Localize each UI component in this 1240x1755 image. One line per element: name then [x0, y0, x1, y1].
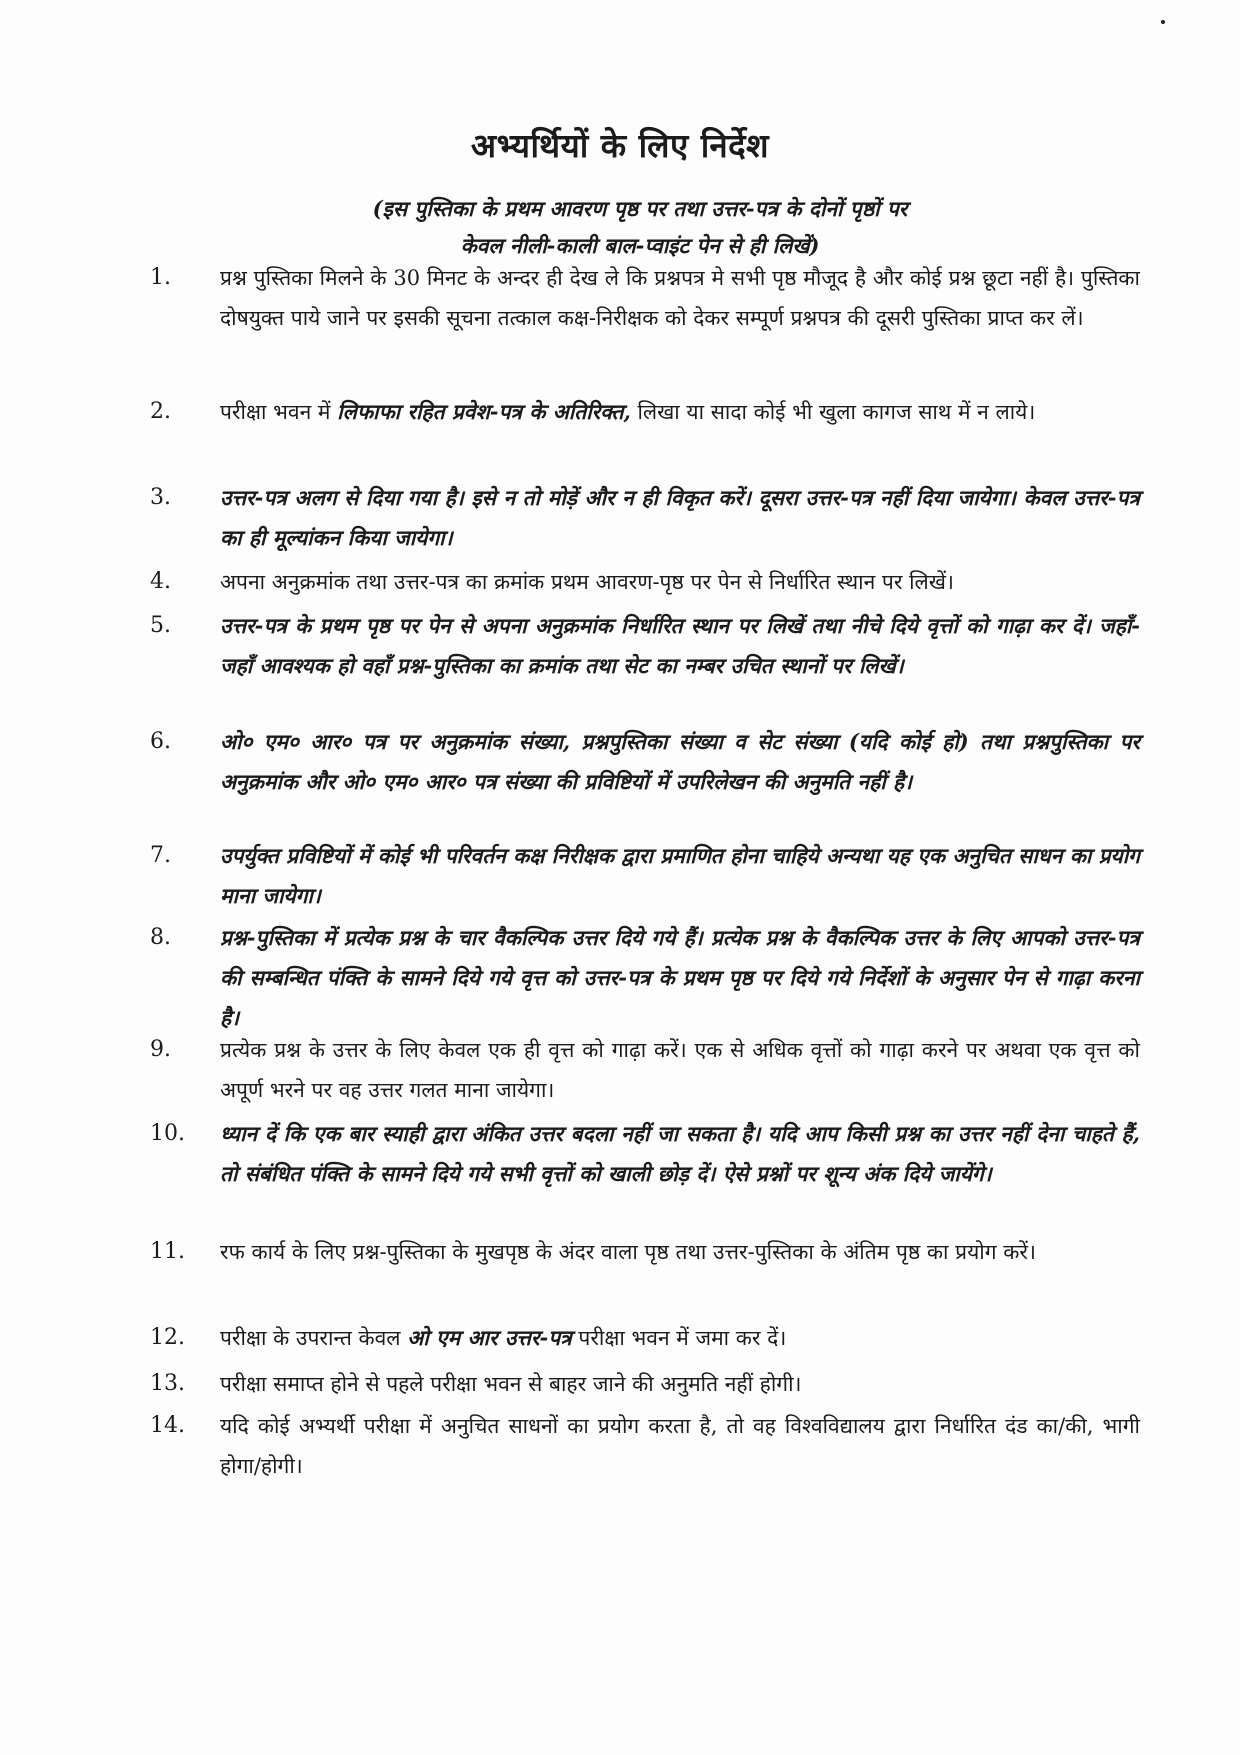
instruction-text: प्रश्न-पुस्तिका में प्रत्येक प्रश्न के चार वैकल्पिक उत्तर दिये गये हैं। प्रत्येक प्रश्न के वैकल्पिक उत्तर के लिए आपको उत्तर-पत्र की सम्बन्धित पंक्ति के सामने दिये गये वृत्त को उत्तर-पत्र के प्रथम पृष्ठ पर दिये गये निर्देशों के अनुसार पेन से गाढ़ा करना है।	[220, 925, 1140, 1030]
instruction-number: 13.	[150, 1371, 185, 1396]
instruction-number: 6.	[150, 729, 171, 754]
instruction-text: प्रश्न पुस्तिका मिलने के 30 मिनट के अन्दर ही देख ले कि प्रश्नपत्र मे सभी पृष्ठ मौजूद है और कोई प्रश्न छूटा नहीं है। पुस्तिका दोषयुक्त पाये जाने पर इसकी सूचना तत्काल कक्ष-निरीक्षक को देकर सम्पूर्ण प्रश्नपत्र की दूसरी पुस्तिका प्राप्त कर लें।	[220, 266, 1140, 330]
instruction-text-part: परीक्षा के उपरान्त केवल	[220, 1326, 408, 1350]
instruction-text-part: परीक्षा भवन में जमा कर दें।	[571, 1326, 787, 1350]
page-title: अभ्यर्थियों के लिए निर्देश	[470, 126, 770, 165]
instruction-text: यदि कोई अभ्यर्थी परीक्षा में अनुचित साधनों का प्रयोग करता है, तो वह विश्वविद्यालय द्वारा निर्धारित दंड का/की, भागी होगा/होगी।	[220, 1414, 1140, 1478]
subtitle-line-2: केवल नीली-काली बाल-प्वाइंट पेन से ही लिखें)	[460, 233, 820, 258]
instruction-number: 7.	[150, 843, 171, 868]
instruction-number: 9.	[150, 1037, 171, 1062]
instruction-text-emphasis: लिफाफा रहित प्रवेश-पत्र के अतिरिक्त,	[337, 399, 631, 424]
instruction-number: 12.	[150, 1325, 185, 1350]
instruction-text: उत्तर-पत्र के प्रथम पृष्ठ पर पेन से अपना अनुक्रमांक निर्धारित स्थान पर लिखें तथा नीचे दिये वृत्तों को गाढ़ा कर दें। जहाँ-जहाँ आवश्यक हो वहाँ प्रश्न-पुस्तिका का क्रमांक तथा सेट का नम्बर उचित स्थानों पर लिखें।	[220, 613, 1140, 678]
instruction-text-part: परीक्षा भवन में	[220, 400, 338, 424]
instruction-text: प्रत्येक प्रश्न के उत्तर के लिए केवल एक ही वृत्त को गाढ़ा करें। एक से अधिक वृत्तों को गाढ़ा करने पर अथवा एक वृत्त को अपूर्ण भरने पर वह उत्तर गलत माना जायेगा।	[220, 1038, 1140, 1102]
instruction-number: 8.	[150, 925, 171, 950]
instruction-text: उपर्युक्त प्रविष्टियों में कोई भी परिवर्तन कक्ष निरीक्षक द्वारा प्रमाणित होना चाहिये अन्यथा यह एक अनुचित साधन का प्रयोग माना जायेगा।	[220, 843, 1140, 908]
instruction-text	[220, 392, 1140, 432]
instruction-number: 11.	[150, 1239, 185, 1264]
instruction-number: 2.	[150, 399, 171, 424]
instruction-number: 5.	[150, 613, 171, 638]
instruction-text-emphasis: ओ एम आर उत्तर-पत्र	[407, 1325, 572, 1350]
subtitle-line-1: (इस पुस्तिका के प्रथम आवरण पृष्ठ पर तथा उत्तर-पत्र के दोनों पृष्ठों पर	[372, 196, 908, 221]
instruction-text: उत्तर-पत्र अलग से दिया गया है। इसे न तो मोड़ें और न ही विकृत करें। दूसरा उत्तर-पत्र नहीं दिया जायेगा। केवल उत्तर-पत्र का ही मूल्यांकन किया जायेगा।	[220, 485, 1140, 550]
instruction-number: 10.	[150, 1121, 185, 1146]
instruction-text: अपना अनुक्रमांक तथा उत्तर-पत्र का क्रमांक प्रथम आवरण-पृष्ठ पर पेन से निर्धारित स्थान पर लिखें।	[220, 570, 954, 594]
instruction-text: परीक्षा समाप्त होने से पहले परीक्षा भवन से बाहर जाने की अनुमति नहीं होगी।	[220, 1372, 802, 1396]
instruction-number: 3.	[150, 485, 171, 510]
instruction-text-part: लिखा या सादा कोई भी खुला कागज साथ में न लाये।	[630, 400, 1036, 424]
instruction-text: रफ कार्य के लिए प्रश्न-पुस्तिका के मुखपृष्ठ के अंदर वाला पृष्ठ तथा उत्तर-पुस्तिका के अंतिम पृष्ठ का प्रयोग करें।	[220, 1240, 1036, 1264]
instruction-text	[220, 1318, 1140, 1358]
instruction-number: 1.	[150, 265, 171, 290]
instruction-text: ओ० एम० आर० पत्र पर अनुक्रमांक संख्या, प्रश्नपुस्तिका संख्या व सेट संख्या (यदि कोई हो) तथा प्रश्नपुस्तिका पर अनुक्रमांक और ओ० एम० आर० पत्र संख्या की प्रविष्टियों में उपरिलेखन की अनुमति नहीं है।	[220, 729, 1140, 794]
instruction-text: ध्यान दें कि एक बार स्याही द्वारा अंकित उत्तर बदला नहीं जा सकता है। यदि आप किसी प्रश्न का उत्तर नहीं देना चाहते हैं, तो संबंधित पंक्ति के सामने दिये गये सभी वृत्तों को खाली छोड़ दें। ऐसे प्रश्नों पर शून्य अंक दिये जायेंगे।	[220, 1121, 1140, 1186]
instruction-number: 4.	[150, 569, 171, 594]
instruction-number: 14.	[150, 1413, 185, 1438]
